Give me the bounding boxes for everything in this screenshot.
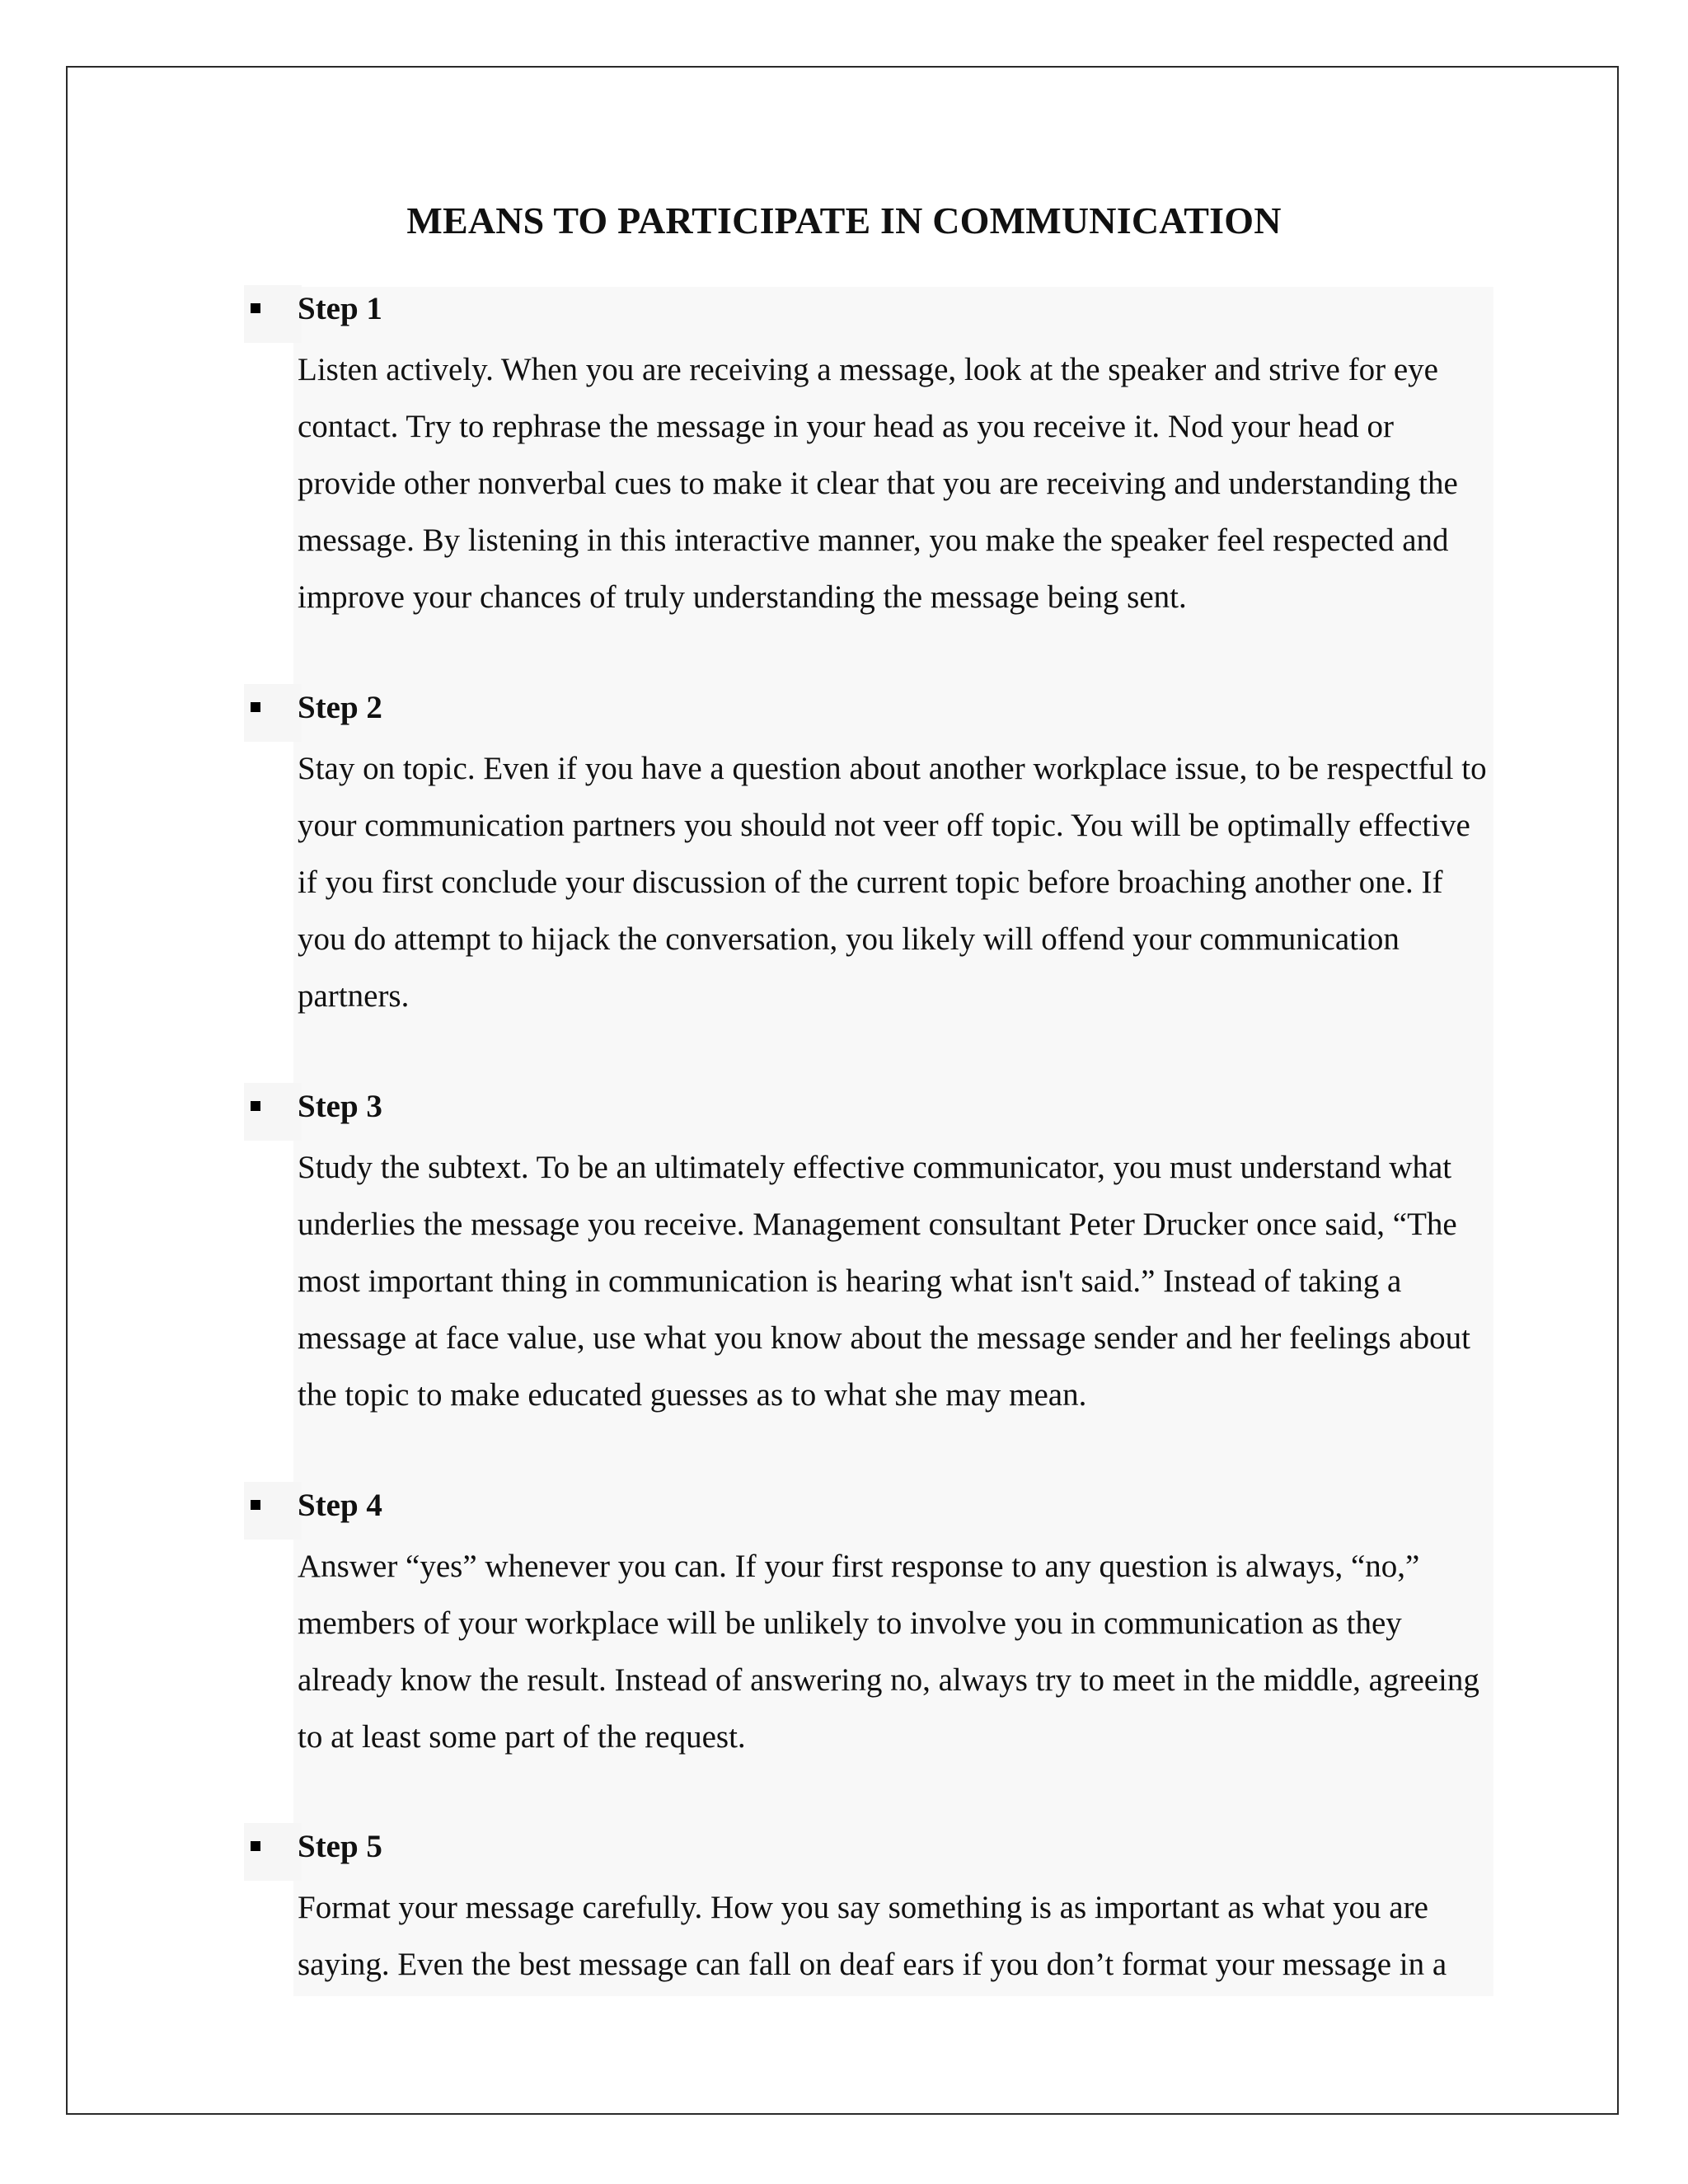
square-bullet-icon (251, 702, 260, 712)
step-heading: Step 5 (298, 1829, 382, 1864)
bullet-highlight (244, 285, 302, 343)
step-text: Answer “yes” whenever you can. If your first response to any question is always, “no,” members of your workplace will be unlikely to involve you in communication as they already know the result. Instead of answering no, always try to meet in the middle, agreeing to at least some part of the request. (298, 1549, 1479, 1755)
step-text: Study the subtext. To be an ultimately effective communicator, you must understand what underlies the message you receive. Management consultant Peter Drucker once said, “The most important thing in communication is hearing what isn't said.” Instead of taking a message at face value, use what you know about the message sender and her feelings about the topic to make educated guesses as to what she may mean. (298, 1150, 1471, 1413)
bullet-highlight (244, 1482, 302, 1540)
square-bullet-icon (251, 1500, 260, 1510)
step-heading: Step 1 (298, 291, 382, 326)
document-title: MEANS TO PARTICIPATE IN COMMUNICATION (406, 199, 1282, 241)
square-bullet-icon (251, 1841, 260, 1851)
step-text: Stay on topic. Even if you have a question about another workplace issue, to be respectful to your communication partners you should not veer off topic. You will be optimally effective if you first conclude your discussion of the current topic before broaching another one. If you do attempt to hijack the conversation, you likely will offend your communication partners. (298, 751, 1487, 1014)
step-text: Format your message carefully. How you say something is as important as what you are saying. Even the best message can fall on deaf ears if you don’t format your message in a (298, 1890, 1447, 1982)
bullet-highlight (244, 1083, 302, 1141)
bullet-highlight (244, 1823, 302, 1881)
bullet-highlight (244, 684, 302, 742)
step-heading: Step 4 (298, 1488, 382, 1523)
step-heading: Step 3 (298, 1089, 382, 1124)
square-bullet-icon (251, 1101, 260, 1111)
step-text: Listen actively. When you are receiving a message, look at the speaker and strive for eye contact. Try to rephrase the message in your head as you receive it. Nod your head or provide other nonverbal cues to make it clear that you are receiving and understanding the message. By listening in this interactive manner, you make the speaker feel respected and improve your chances of truly understanding the message being sent. (298, 352, 1458, 615)
square-bullet-icon (251, 303, 260, 313)
step-heading: Step 2 (298, 690, 382, 725)
